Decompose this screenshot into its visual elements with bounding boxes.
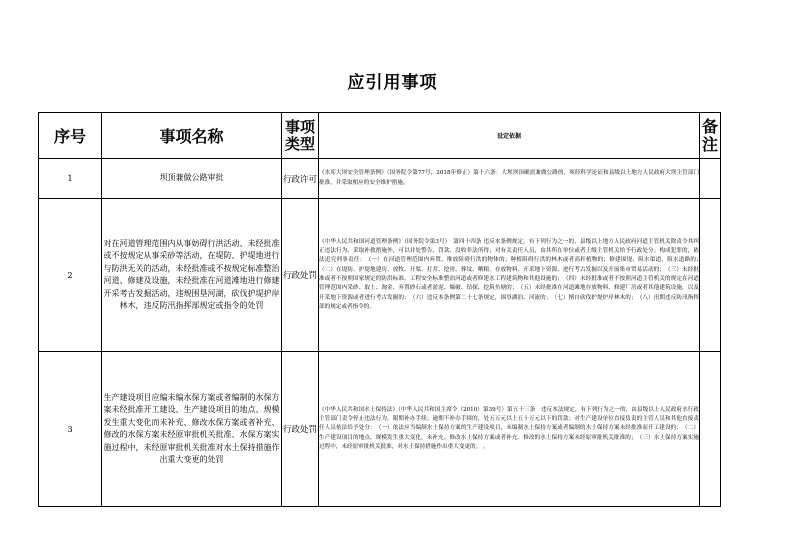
header-seq: 序号 bbox=[39, 113, 102, 159]
row-basis: 《水库大坝安全管理条例》（国务院令第77号，2018年修正）第十六条：大坝坝顶确需兼做公路的，须经科学论证和县级以上地方人民政府大坝主管部门批准，并采取相应的安全维护措施。 bbox=[319, 159, 700, 199]
row-name: 对在河道管理范围内从事妨碍行洪活动、未经批准或不按规定从事采砂等活动，在堤防、护堤地进行与防洪无关的活动，未经批准或不按规定标准整治河道、修建及设施，未经批准在河道滩地进行修建开采考古发掘活动，违规围垦河湖，砍伐护堤护岸林木，违反防汛指挥部规定或指令的处罚 bbox=[102, 199, 282, 352]
header-type: 事项类型 bbox=[282, 113, 319, 159]
row-name: 生产建设项目应编未编水保方案或者编制的水保方案未经批准开工建设、生产建设项目的地点、规模发生重大变化而未补充、修改水保方案或者补充、修改的水保方案未经原审批机关批准、水保方案实施过程中，未经原审批机关批准对水土保持措施作出重大变更的处罚 bbox=[102, 352, 282, 507]
matters-table bbox=[38, 112, 721, 507]
header-basis: 设定依据 bbox=[319, 113, 700, 159]
row-basis: 《中华人民共和国水土保持法》（中华人民共和国主席令（2010）第39号）第五十三条 违反本法规定，有下列行为之一的，由县级以上人民政府水行政主管部门责令停止违法行为，限期补办手续；逾期不补办手续的，处五万元以上五十万元以下的罚款；对生产建设单位直接负责的主管人员和其他直接责任人员依法给予处分： （一）依法应当编制水土保持方案的生产建设项目，未编制水土保持方案或者编制的水土保持方案未经批准而开工建设的； （二）生产建设项目的地点、规模发生重大变化，未补充、修改水土保持方案或者补充、修改的水土保持方案未经原审批机关批准的； （三）水土保持方案实施过程中，未经原审批机关批准，对水土保持措施作出重大变更的。 。 bbox=[319, 352, 700, 507]
row-seq: 2 bbox=[39, 199, 102, 352]
row-type: 行政处罚 bbox=[282, 352, 319, 507]
row-name: 坝顶兼做公路审批 bbox=[102, 159, 282, 199]
table-row bbox=[39, 159, 721, 199]
row-basis: 《中华人民共和国河道管理条例》（国务院令第3号） 第四十四条 违反本条例规定，有下列行为之一的，县级以上地方人民政府河道主管机关除责令其纠正违法行为、采取补救措施外，可以并处警告、罚款、没收非法所得；对有关责任人员，由其所在单位或者上级主管机关给予行政处分；构成犯罪的，依法追究刑事责任： （一）在河道管理范围内弃置、堆放阻碍行洪的物体的；种植阻碍行洪的林木或者高秆植物的；修建围堤、阻水渠道、阻水道路的； （二）在堤防、护堤地建房、放牧、开渠、打井、挖窖、葬坟、晒粮、存放物料、开采地下资源、进行考古发掘以及开展集市贸易活动的； （三）未经批准或者不按照国家规定的防洪标准、工程安全标准整治河道或者修建水工程建筑物和其他设施的； （四）未经批准或者不按照河道主管机关的规定在河道管理范围内采砂、取土、淘金、弃置砂石或者淤泥、爆破、钻探、挖筑鱼塘的； （五）未经批准在河道滩地存放物料、修建厂房或者其他建筑设施，以及开采地下资源或者进行考古发掘的； （六）违反本条例第二十七条规定，围垦湖泊、河流的； （七）擅自砍伐护堤护岸林木的； （八）汛期违反防汛指挥部的规定或者指令的。 bbox=[319, 199, 700, 352]
header-name: 事项名称 bbox=[102, 113, 282, 159]
table-row bbox=[39, 352, 721, 507]
row-note bbox=[700, 199, 721, 352]
row-seq: 1 bbox=[39, 159, 102, 199]
row-note bbox=[700, 159, 721, 199]
row-type: 行政处罚 bbox=[282, 199, 319, 352]
page-title: 应引用事项 bbox=[347, 73, 438, 93]
table-row bbox=[39, 199, 721, 352]
row-type: 行政许可 bbox=[282, 159, 319, 199]
row-seq: 3 bbox=[39, 352, 102, 507]
header-note: 备注 bbox=[700, 113, 721, 159]
table-header-row bbox=[39, 113, 721, 159]
row-note bbox=[700, 352, 721, 507]
